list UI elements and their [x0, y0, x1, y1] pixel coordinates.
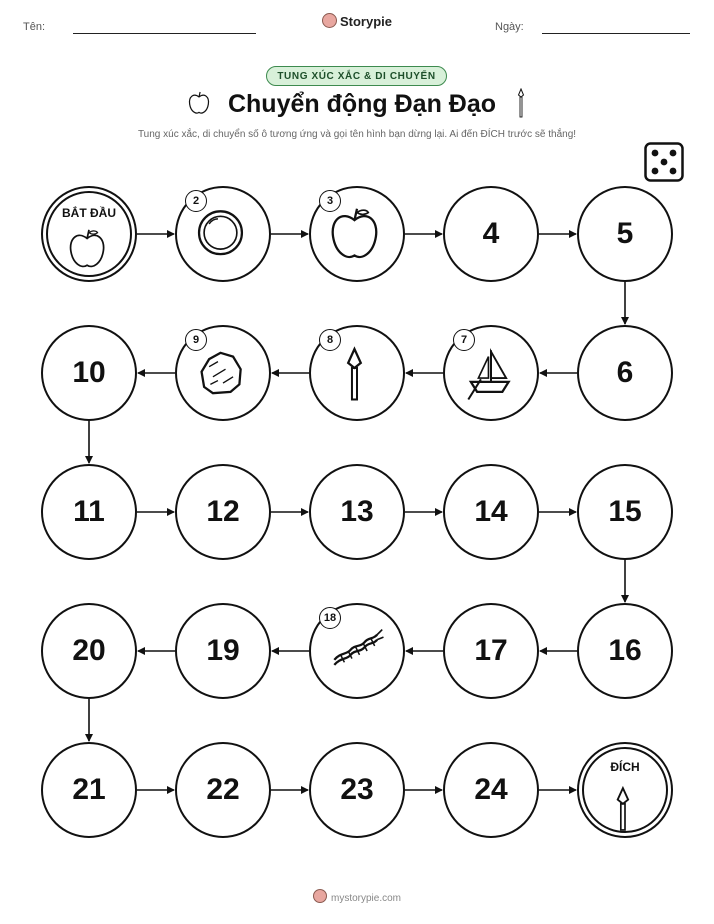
space-number: 5	[616, 217, 634, 250]
start-space	[41, 186, 137, 282]
footer-url: mystorypie.com	[330, 893, 401, 904]
space-number: 17	[474, 634, 508, 667]
dice-five-icon	[644, 142, 684, 182]
finish-space	[577, 742, 673, 838]
finish-label: ĐÍCH	[610, 760, 640, 774]
storypie-logo-icon	[322, 13, 337, 28]
space-number-badge: 2	[185, 190, 207, 212]
instructions: Tung xúc xắc, di chuyển số ô tương ứng và gọi tên hình bạn dừng lại. Ai đến ĐÍCH trước sẽ thắng!	[137, 129, 577, 140]
board-space-4	[443, 186, 539, 282]
space-number-badge: 18	[319, 607, 341, 629]
storypie-logo-icon	[313, 889, 327, 903]
space-number: 22	[206, 773, 240, 806]
board-space-6	[577, 325, 673, 421]
board-space-22	[175, 742, 271, 838]
brand-name: Storypie	[339, 14, 392, 29]
ball-icon	[194, 205, 252, 263]
date-label: Ngày:	[495, 21, 524, 33]
space-number: 13	[340, 495, 374, 528]
board-space-13	[309, 464, 405, 560]
space-number: 4	[482, 217, 500, 250]
start-label: BẮT ĐẦU	[62, 206, 116, 220]
board-space-23	[309, 742, 405, 838]
board-space-17	[443, 603, 539, 699]
apple-icon	[328, 205, 386, 263]
apple-icon	[67, 227, 111, 271]
spear-icon	[516, 88, 526, 118]
board-space-12	[175, 464, 271, 560]
title-text: Chuyển động Đạn Đạo	[227, 90, 497, 118]
space-number: 15	[608, 495, 642, 528]
spear-icon	[602, 782, 648, 834]
space-number: 10	[72, 356, 106, 389]
space-number: 11	[73, 495, 105, 528]
board-space-24	[443, 742, 539, 838]
board-space-10	[41, 325, 137, 421]
board-space-15	[577, 464, 673, 560]
apple-icon	[188, 90, 210, 116]
space-number: 21	[72, 773, 106, 806]
board-space-21	[41, 742, 137, 838]
board-space-11	[41, 464, 137, 560]
board-space-5	[577, 186, 673, 282]
space-number-badge: 8	[319, 329, 341, 351]
footer	[0, 889, 714, 904]
page-title	[0, 88, 714, 119]
board-space-19	[175, 603, 271, 699]
rock-icon	[194, 344, 252, 402]
name-label: Tên:	[23, 21, 46, 33]
space-number: 14	[474, 495, 508, 528]
name-line[interactable]	[73, 33, 256, 34]
space-number: 20	[72, 634, 106, 667]
boat-icon	[462, 344, 520, 402]
board-space-20	[41, 603, 137, 699]
date-line[interactable]	[542, 33, 690, 34]
space-number-badge: 3	[319, 190, 341, 212]
space-number: 12	[206, 495, 240, 528]
space-number: 23	[340, 773, 374, 806]
space-number-badge: 7	[453, 329, 475, 351]
brand-logo	[0, 13, 714, 29]
spear-icon	[328, 344, 386, 402]
board-space-16	[577, 603, 673, 699]
space-number: 19	[206, 634, 240, 667]
activity-type-badge: TUNG XÚC XẮC & DI CHUYỂN	[266, 66, 447, 86]
space-number: 6	[616, 356, 634, 389]
space-number: 24	[474, 773, 508, 806]
rope-icon	[328, 622, 386, 680]
space-number-badge: 9	[185, 329, 207, 351]
board-space-14	[443, 464, 539, 560]
space-number: 16	[608, 634, 642, 667]
